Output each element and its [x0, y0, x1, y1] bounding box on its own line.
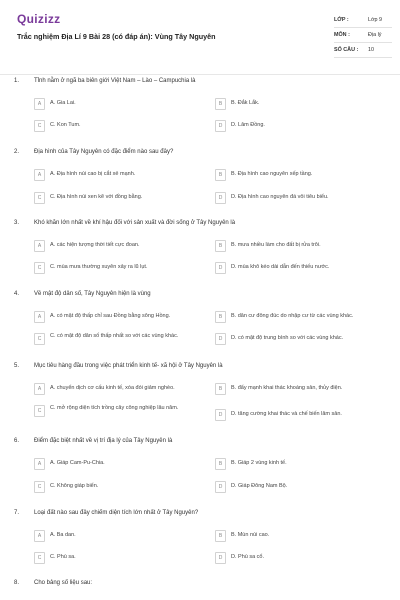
quiz-header: Quizizz Trắc nghiệm Địa Lí 9 Bài 28 (có đáp án): Vùng Tây Nguyên LỚP : Lớp 9 MÔN : Địa lý SỐ CÂU : 10	[0, 0, 400, 72]
option-letter-box: D	[215, 262, 226, 274]
divider	[334, 57, 392, 58]
option-letter-box: C	[34, 481, 45, 493]
option-letter-box: D	[215, 333, 226, 345]
divider	[334, 27, 392, 28]
question-text: Điểm đặc biệt nhất về vị trí địa lý của Tây Nguyên là	[34, 438, 173, 444]
option-letter-box: C	[34, 262, 45, 274]
header-divider	[0, 74, 400, 75]
option-letter-box: D	[215, 409, 226, 421]
question-number: 1.	[14, 78, 20, 84]
question-text: Mục tiêu hàng đầu trong việc phát triển kinh tế- xã hội ở Tây Nguyên là	[34, 363, 223, 369]
question-number: 2.	[14, 149, 20, 155]
question-number: 4.	[14, 291, 20, 297]
option-letter-box: C	[34, 192, 45, 204]
option-letter-box: C	[34, 120, 45, 132]
option-letter-box: D	[215, 481, 226, 493]
question-text: Địa hình của Tây Nguyên có đặc điểm nào sau đây?	[34, 149, 174, 155]
option-letter-box: A	[34, 98, 45, 110]
question-text: Loại đất nào sau đây chiếm diện tích lớn nhất ở Tây Nguyên?	[34, 510, 199, 516]
question-number: 3.	[14, 220, 20, 226]
option-letter-box: C	[34, 405, 45, 417]
question-number: 8.	[14, 580, 20, 586]
option-letter-box: B	[215, 169, 226, 181]
option-letter-box: A	[34, 383, 45, 395]
question-text: Khó khăn lớn nhất về khí hậu đối với sản xuất và đời sống ở Tây Nguyên là	[34, 220, 236, 226]
quizizz-logo: Quizizz	[17, 12, 61, 26]
option-letter-box: B	[215, 98, 226, 110]
question-number: 7.	[14, 510, 20, 516]
option-letter-box: A	[34, 240, 45, 252]
option-letter-box: D	[215, 120, 226, 132]
question-text: Về mật độ dân số, Tây Nguyên hiện là vùng	[34, 291, 151, 297]
option-letter-box: A	[34, 311, 45, 323]
option-letter-box: A	[34, 169, 45, 181]
question-number: 6.	[14, 438, 20, 444]
question-number: 5.	[14, 363, 20, 369]
option-letter-box: B	[215, 311, 226, 323]
option-letter-box: A	[34, 458, 45, 470]
divider	[334, 42, 392, 43]
option-letter-box: D	[215, 552, 226, 564]
question-text: Tỉnh nằm ở ngã ba biên giới Việt Nam – Lào – Campuchia là	[34, 78, 196, 84]
option-letter-box: B	[215, 458, 226, 470]
option-letter-box: B	[215, 240, 226, 252]
option-letter-box: D	[215, 192, 226, 204]
option-letter-box: A	[34, 530, 45, 542]
option-letter-box: B	[215, 383, 226, 395]
option-letter-box: C	[34, 552, 45, 564]
option-letter-box: B	[215, 530, 226, 542]
option-letter-box: C	[34, 333, 45, 345]
question-text: Cho bảng số liệu sau:	[34, 580, 93, 586]
page-title: Trắc nghiệm Địa Lí 9 Bài 28 (có đáp án): Vùng Tây Nguyên	[17, 32, 216, 41]
